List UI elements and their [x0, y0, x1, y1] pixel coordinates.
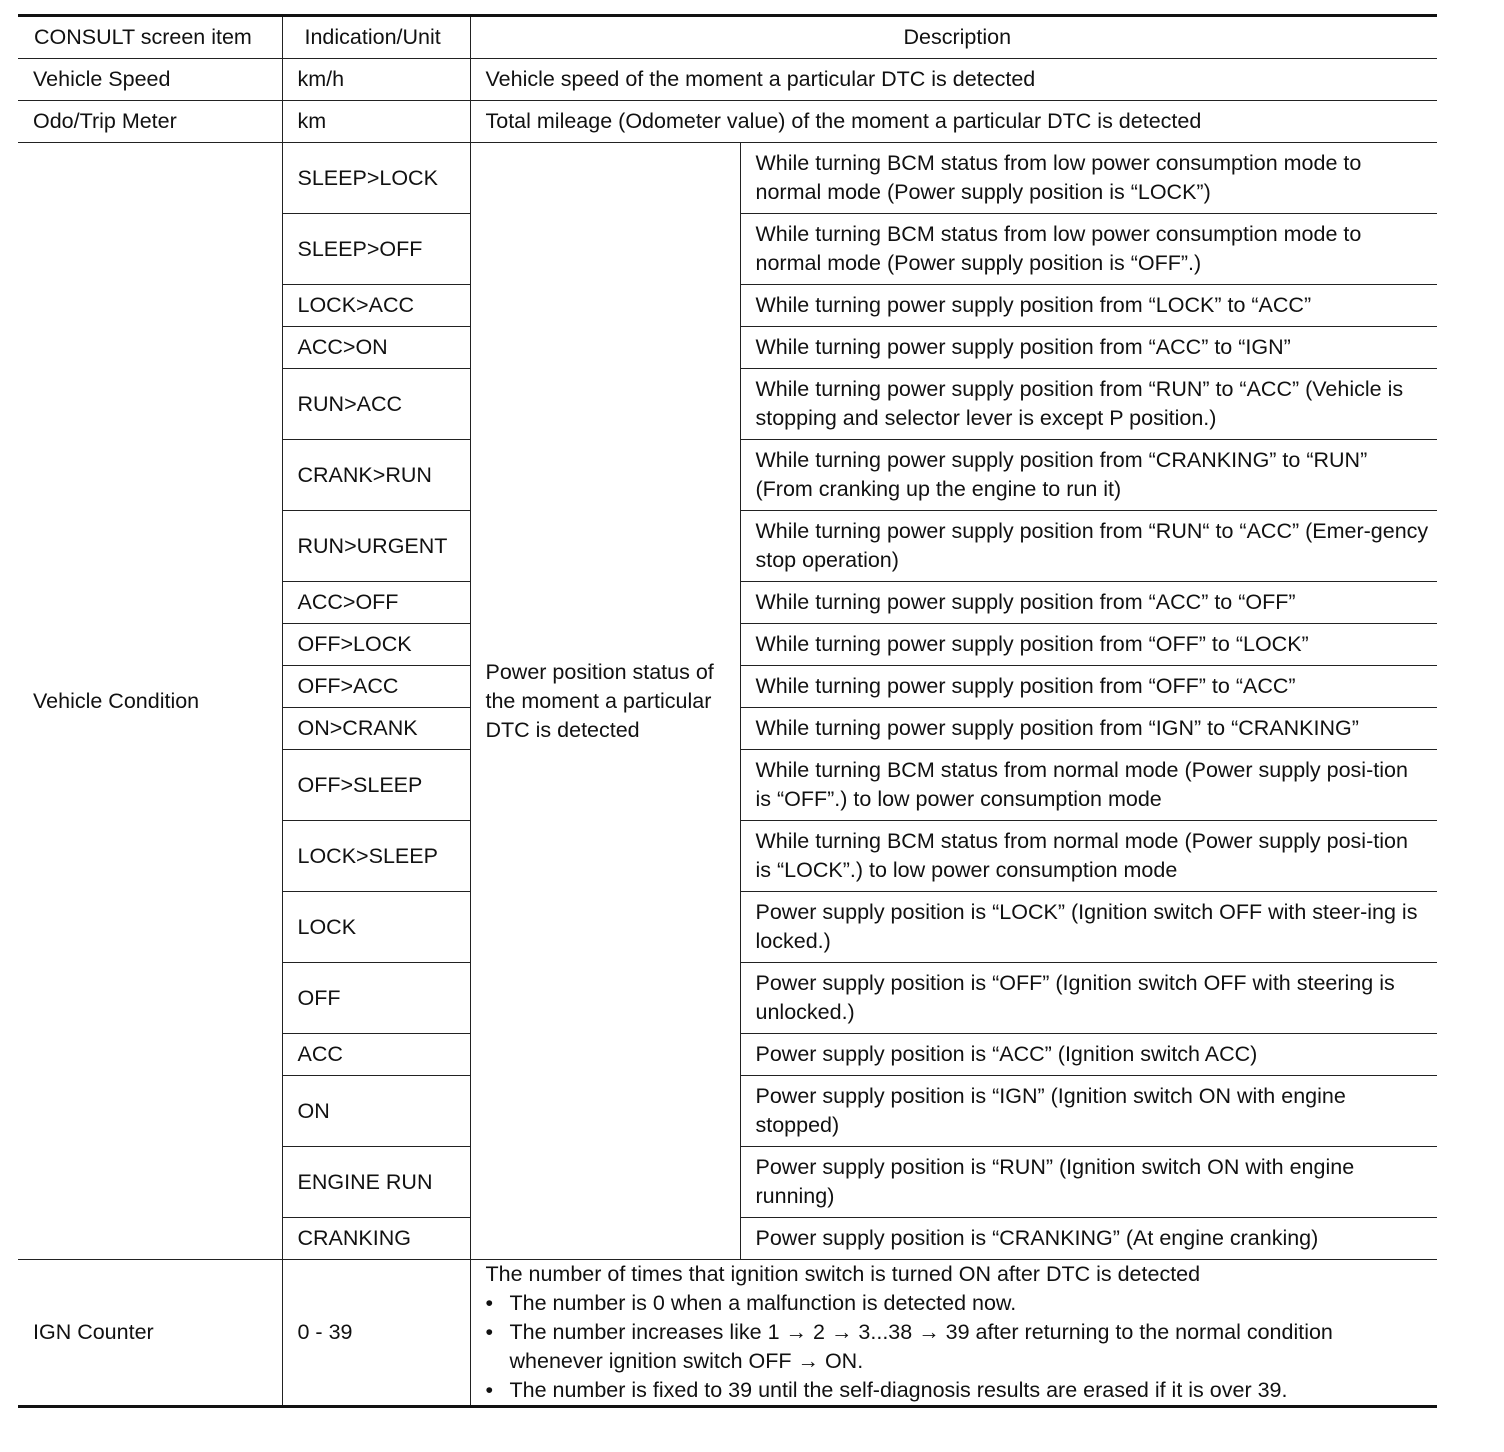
vehicle-condition-item-cell: Vehicle Condition [18, 143, 282, 1260]
description-cell: Power supply position is “OFF” (Ignition switch OFF with steering is unlocked.) [740, 963, 1437, 1034]
description-cell: While turning power supply position from “IGN” to “CRANKING” [740, 708, 1437, 750]
unit-cell: LOCK>SLEEP [282, 821, 470, 892]
unit-cell: RUN>ACC [282, 369, 470, 440]
unit-cell: ON [282, 1076, 470, 1147]
unit-cell: ACC [282, 1034, 470, 1076]
description-cell: While turning power supply position from “CRANKING” to “RUN” (From cranking up the engine to run it) [740, 440, 1437, 511]
description-cell: While turning power supply position from “ACC” to “OFF” [740, 582, 1437, 624]
ign-counter-intro: The number of times that ignition switch is turned ON after DTC is detected [485, 1262, 1201, 1286]
description-cell: While turning BCM status from normal mode (Power supply posi-tion is “OFF”.) to low power consumption mode [740, 750, 1437, 821]
description-cell: While turning power supply position from “RUN“ to “ACC” (Emer-gency stop operation) [740, 511, 1437, 582]
description-cell: While turning BCM status from low power consumption mode to normal mode (Power supply position is “LOCK”) [740, 143, 1437, 214]
item-cell: Vehicle Speed [18, 59, 282, 101]
unit-cell: CRANK>RUN [282, 440, 470, 511]
unit-cell: LOCK>ACC [282, 285, 470, 327]
unit-cell: ACC>ON [282, 327, 470, 369]
header-indication-unit: Indication/Unit [282, 16, 470, 59]
ign-counter-bullet-list [486, 1289, 1430, 1405]
unit-cell: OFF>SLEEP [282, 750, 470, 821]
bullet-item: • The number increases like 1 → 2 → 3...38 → 39 after returning to the normal condition whenever ignition switch OFF → ON. [486, 1318, 1430, 1376]
unit-cell: km/h [282, 59, 470, 101]
description-cell: While turning power supply position from “LOCK” to “ACC” [740, 285, 1437, 327]
bullet-item: • The number is fixed to 39 until the self-diagnosis results are erased if it is over 39. [486, 1376, 1430, 1405]
description-cell: Power supply position is “CRANKING” (At engine cranking) [740, 1218, 1437, 1260]
header-description: Description [470, 16, 1437, 59]
description-cell: While turning power supply position from “OFF” to “ACC” [740, 666, 1437, 708]
item-cell: Odo/Trip Meter [18, 101, 282, 143]
description-cell: Power supply position is “ACC” (Ignition switch ACC) [740, 1034, 1437, 1076]
unit-cell: ACC>OFF [282, 582, 470, 624]
bullet-item: • The number is 0 when a malfunction is detected now. [486, 1289, 1430, 1318]
item-cell: IGN Counter [18, 1260, 282, 1407]
unit-cell: CRANKING [282, 1218, 470, 1260]
description-cell: Vehicle speed of the moment a particular DTC is detected [470, 59, 1437, 101]
table-header-row [18, 16, 1437, 59]
unit-cell: ENGINE RUN [282, 1147, 470, 1218]
table-row-odo-trip-meter [18, 101, 1437, 143]
description-cell: While turning power supply position from “RUN” to “ACC” (Vehicle is stopping and selector lever is except P position.) [740, 369, 1437, 440]
description-cell: While turning BCM status from low power consumption mode to normal mode (Power supply position is “OFF”.) [740, 214, 1437, 285]
header-screen-item: CONSULT screen item [18, 16, 282, 59]
description-cell: Total mileage (Odometer value) of the moment a particular DTC is detected [470, 101, 1437, 143]
description-cell: Power supply position is “RUN” (Ignition switch ON with engine running) [740, 1147, 1437, 1218]
description-cell: While turning power supply position from “ACC” to “IGN” [740, 327, 1437, 369]
consult-data-table [18, 14, 1437, 1408]
unit-cell: LOCK [282, 892, 470, 963]
description-cell: Power supply position is “IGN” (Ignition switch ON with engine stopped) [740, 1076, 1437, 1147]
unit-cell: OFF>ACC [282, 666, 470, 708]
ign-counter-description-cell [470, 1260, 1437, 1407]
unit-cell: km [282, 101, 470, 143]
description-cell: While turning BCM status from normal mode (Power supply posi-tion is “LOCK”.) to low power consumption mode [740, 821, 1437, 892]
unit-cell: SLEEP>OFF [282, 214, 470, 285]
description-cell: While turning power supply position from “OFF” to “LOCK” [740, 624, 1437, 666]
description-cell: Power supply position is “LOCK” (Ignition switch OFF with steer-ing is locked.) [740, 892, 1437, 963]
unit-cell: 0 - 39 [282, 1260, 470, 1407]
unit-cell: RUN>URGENT [282, 511, 470, 582]
unit-cell: SLEEP>LOCK [282, 143, 470, 214]
table-row-vc-0 [18, 143, 1437, 214]
power-position-summary-cell: Power position status of the moment a particular DTC is detected [470, 143, 740, 1260]
table-row-vehicle-speed [18, 59, 1437, 101]
unit-cell: OFF>LOCK [282, 624, 470, 666]
unit-cell: ON>CRANK [282, 708, 470, 750]
table-row-ign-counter [18, 1260, 1437, 1407]
unit-cell: OFF [282, 963, 470, 1034]
